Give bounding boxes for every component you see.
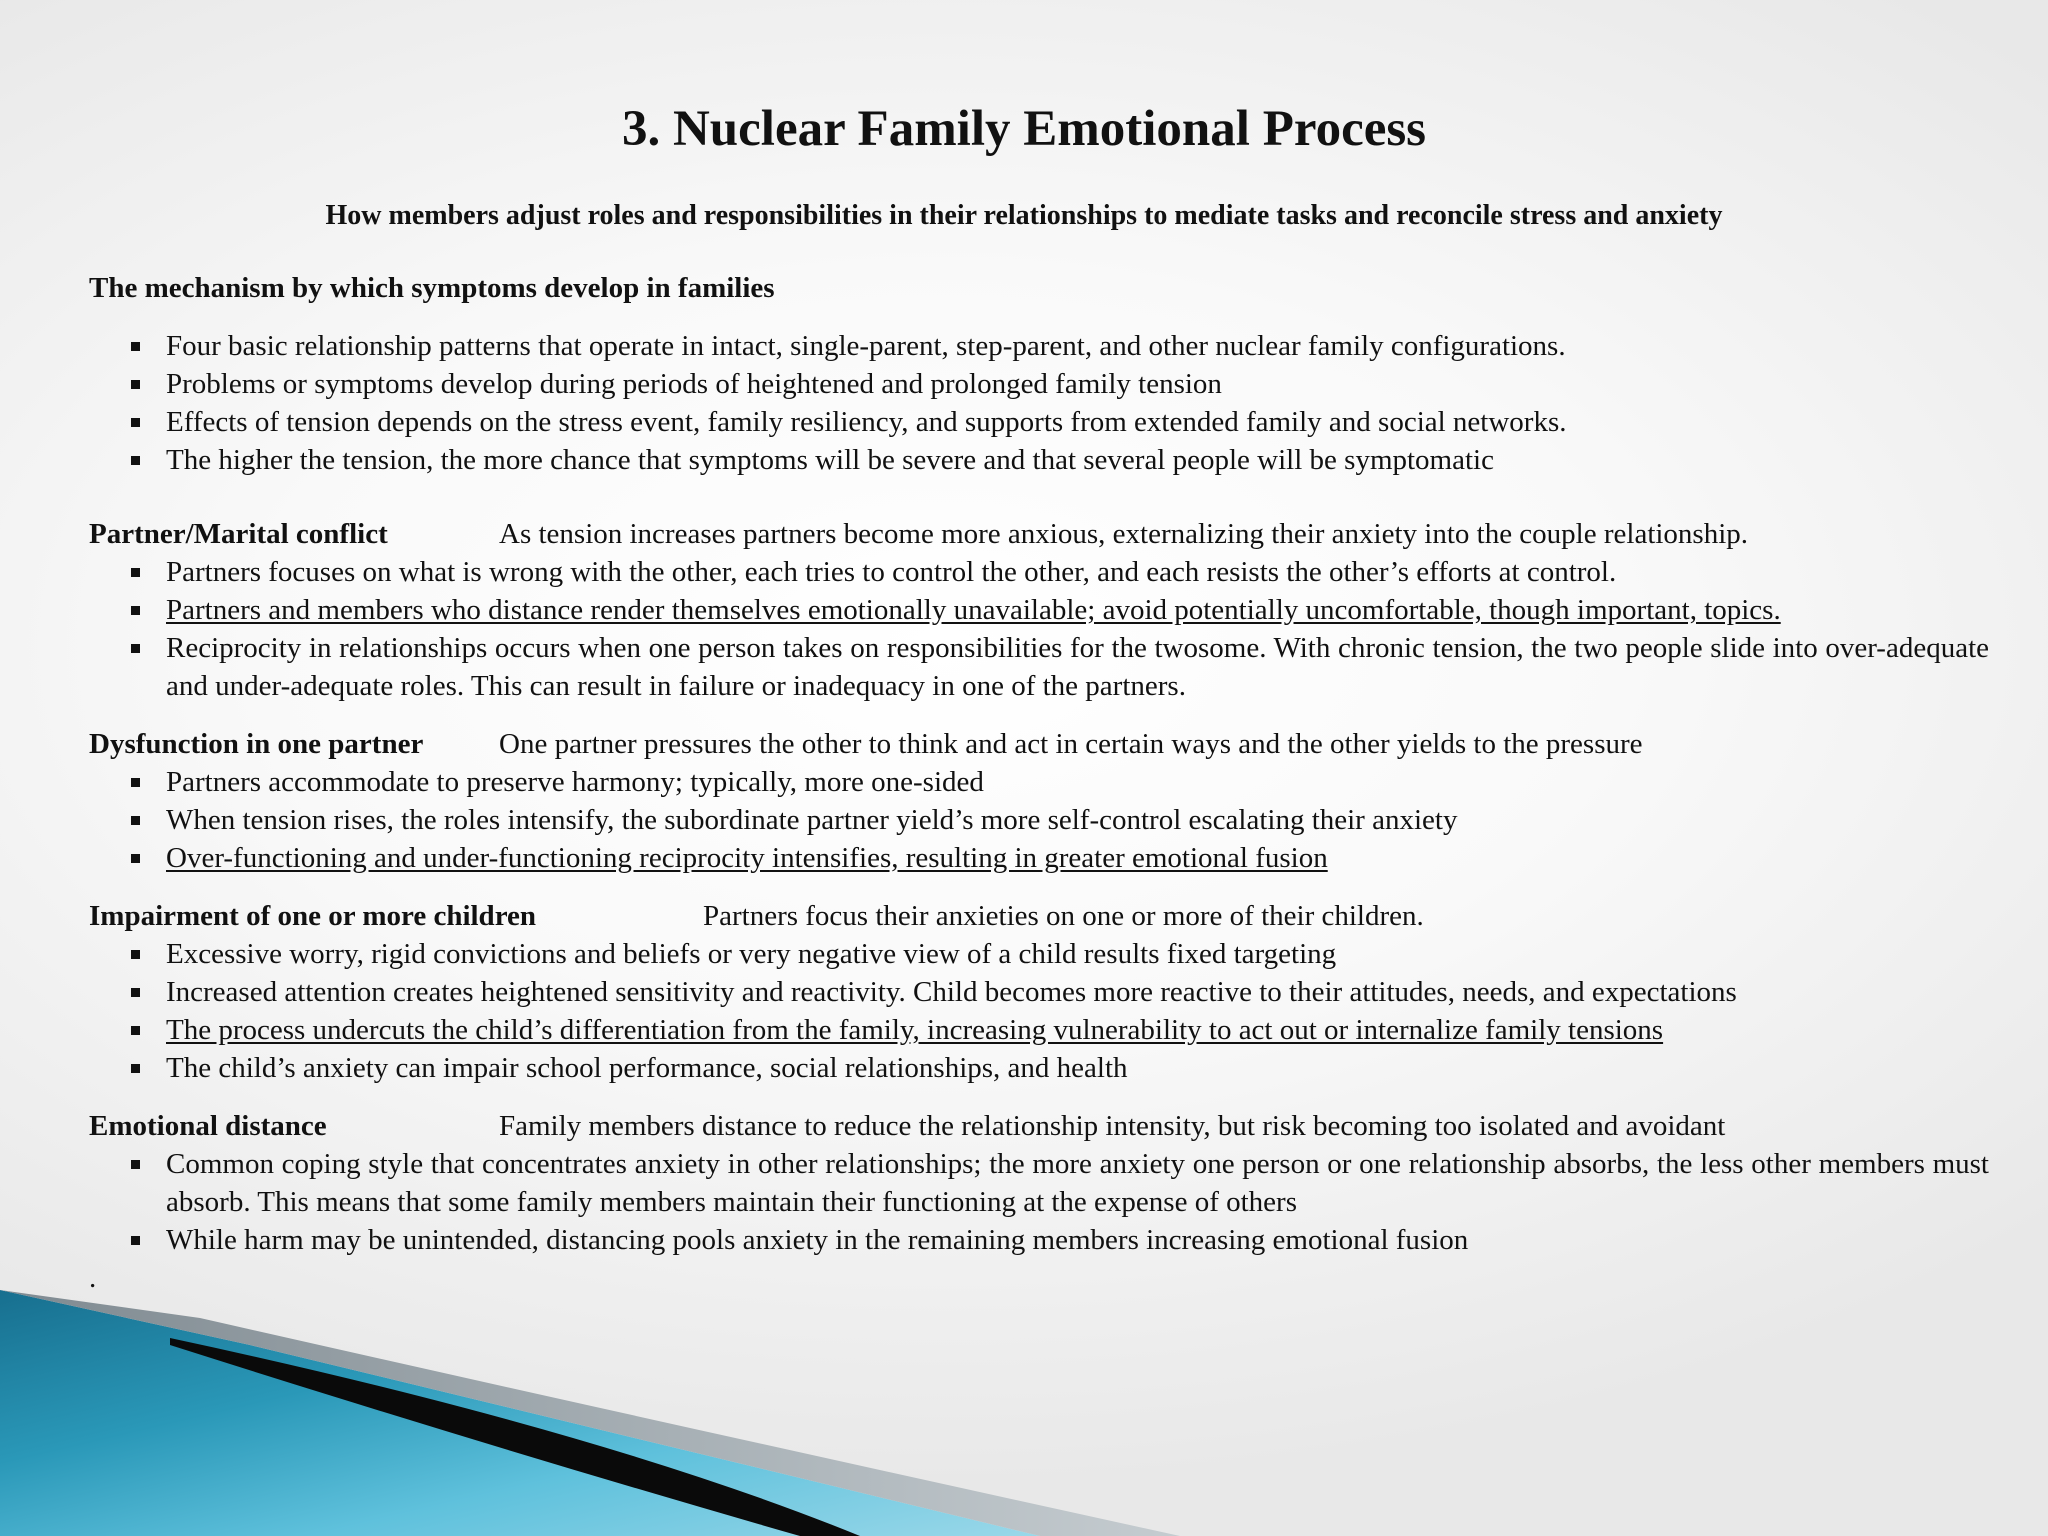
dysfunction-heading: Dysfunction in one partner One partner pressures the other to think and act in certain ways and the other yields to the pressure [89, 728, 1643, 760]
list-item: Excessive worry, rigid convictions and beliefs or very negative view of a child results fixed targeting [89, 935, 1989, 973]
impairment-heading: Impairment of one or more children Partners focus their anxieties on one or more of their children. [89, 900, 1424, 932]
square-bullet-icon [131, 778, 140, 787]
square-bullet-icon [131, 1160, 140, 1169]
list-item: The higher the tension, the more chance that symptoms will be severe and that several people will be symptomatic [89, 441, 1989, 479]
list-item: When tension rises, the roles intensify, the subordinate partner yield’s more self-control escalating their anxiety [89, 801, 1989, 839]
distance-heading: Emotional distance Family members distance to reduce the relationship intensity, but risk becoming too isolated and avoidant [89, 1110, 1726, 1142]
list-item: Partners accommodate to preserve harmony; typically, more one-sided [89, 763, 1989, 801]
square-bullet-icon [131, 380, 140, 389]
list-item: Reciprocity in relationships occurs when one person takes on responsibilities for the twosome. With chronic tension, the two people slide into over-adequate and under-adequate roles. This can result in failure or inadequacy in one of the partners. [89, 629, 1989, 705]
distance-list [89, 1145, 1989, 1259]
list-item: Over-functioning and under-functioning reciprocity intensifies, resulting in greater emotional fusion [89, 839, 1989, 877]
list-item: Problems or symptoms develop during periods of heightened and prolonged family tension [89, 365, 1989, 403]
square-bullet-icon [131, 418, 140, 427]
partner-heading: Partner/Marital conflict As tension increases partners become more anxious, externalizing their anxiety into the couple relationship. [89, 518, 1749, 550]
page-title: 3. Nuclear Family Emotional Process [621, 101, 1427, 157]
list-item: The child’s anxiety can impair school performance, social relationships, and health [89, 1049, 1989, 1087]
trailing-period: . [89, 1262, 97, 1294]
square-bullet-icon [131, 644, 140, 653]
square-bullet-icon [131, 342, 140, 351]
square-bullet-icon [131, 456, 140, 465]
list-item: Partners and members who distance render themselves emotionally unavailable; avoid potentially uncomfortable, though important, topics. [89, 591, 1989, 629]
square-bullet-icon [131, 1026, 140, 1035]
partner-list [89, 553, 1989, 705]
impairment-list [89, 935, 1989, 1087]
square-bullet-icon [131, 568, 140, 577]
square-bullet-icon [131, 854, 140, 863]
square-bullet-icon [131, 988, 140, 997]
list-item: Partners focuses on what is wrong with the other, each tries to control the other, and each resists the other’s efforts at control. [89, 553, 1989, 591]
mechanism-list [89, 327, 1989, 479]
square-bullet-icon [131, 606, 140, 615]
square-bullet-icon [131, 1064, 140, 1073]
list-item: The process undercuts the child’s differentiation from the family, increasing vulnerability to act out or internalize family tensions [89, 1011, 1989, 1049]
list-item: Four basic relationship patterns that operate in intact, single-parent, step-parent, and other nuclear family configurations. [89, 327, 1989, 365]
list-item: While harm may be unintended, distancing pools anxiety in the remaining members increasing emotional fusion [89, 1221, 1989, 1259]
square-bullet-icon [131, 1236, 140, 1245]
list-item: Increased attention creates heightened sensitivity and reactivity. Child becomes more reactive to their attitudes, needs, and expectations [89, 973, 1989, 1011]
list-item: Common coping style that concentrates anxiety in other relationships; the more anxiety one person or one relationship absorbs, the less other members must absorb. This means that some family members maintain their functioning at the expense of others [89, 1145, 1989, 1221]
mechanism-heading: The mechanism by which symptoms develop in families [89, 272, 775, 304]
dysfunction-list [89, 763, 1989, 877]
square-bullet-icon [131, 950, 140, 959]
list-item: Effects of tension depends on the stress event, family resiliency, and supports from extended family and social networks. [89, 403, 1989, 441]
page-subtitle: How members adjust roles and responsibilities in their relationships to mediate tasks and reconcile stress and anxiety [325, 200, 1723, 231]
slide-content [89, 269, 1989, 1297]
square-bullet-icon [131, 816, 140, 825]
